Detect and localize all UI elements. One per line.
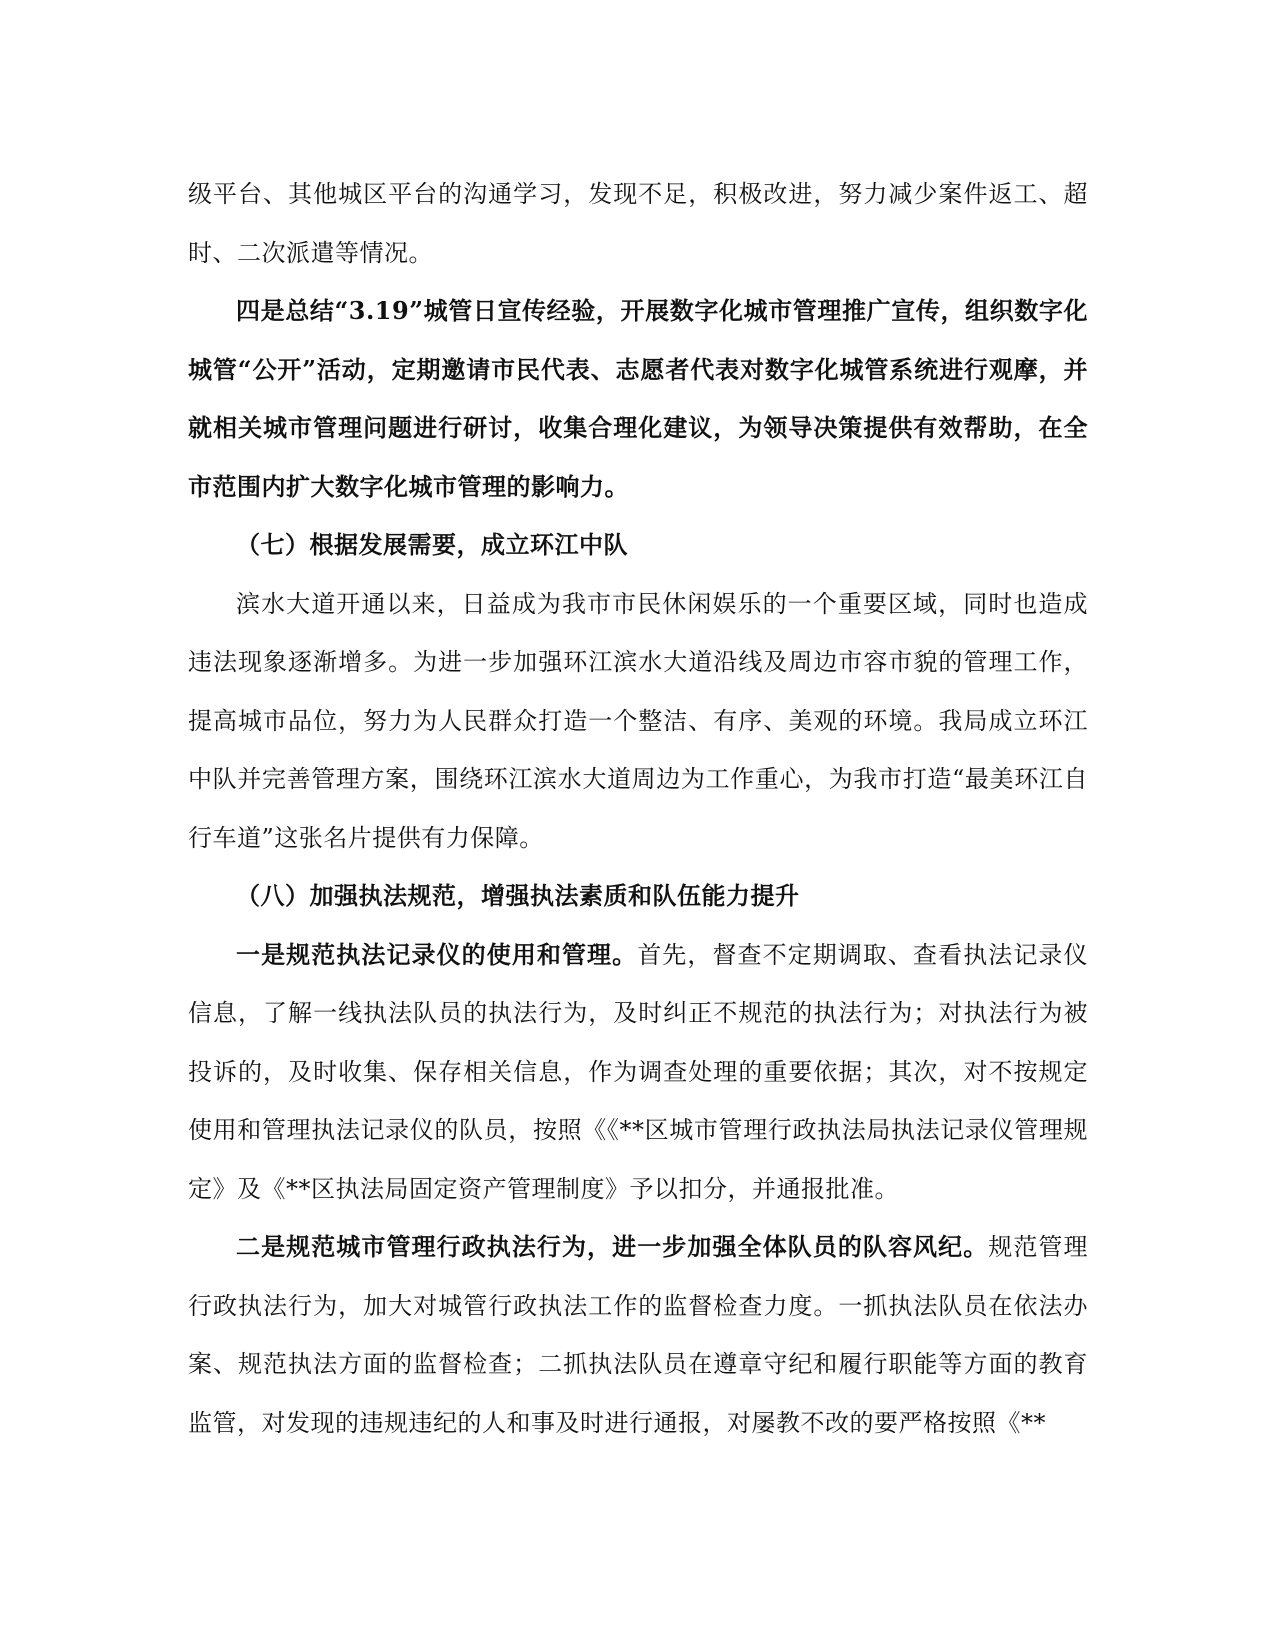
paragraph-point-four: 四是总结“3.19”城管日宣传经验，开展数字化城市管理推广宣传，组织数字化城管“公开”活动，定期邀请市民代表、志愿者代表对数字化城管系统进行观摩，并就相关城市管理问题进行研讨，收集合理化建议，为领导决策提供有效帮助，在全市范围内扩大数字化城市管理的影响力。 <box>188 296 1088 501</box>
paragraph-continuation: 级平台、其他城区平台的沟通学习，发现不足，积极改进，努力减少案件返工、超时、二次派遣等情况。 <box>188 180 1088 267</box>
paragraph-body-text: 首先，督查不定期调取、查看执法记录仪信息，了解一线执法队员的执法行为，及时纠正不规范的执法行为；对执法行为被投诉的，及时收集、保存相关信息，作为调查处理的重要依据；其次，对不按规定使用和管理执法记录仪的队员，按照《《**区城市管理行政执法局执法记录仪管理规定》及《**区执法局固定资产管理制度》予以扣分，并通报批准。 <box>188 940 1089 1203</box>
paragraph-enforcement-conduct <box>188 1218 1088 1452</box>
paragraph-lead-bold: 一是规范执法记录仪的使用和管理。 <box>236 939 638 969</box>
section-heading-eight: （八）加强执法规范，增强执法素质和队伍能力提升 <box>236 881 800 910</box>
document-body <box>188 165 1088 1452</box>
section-heading-seven: （七）根据发展需要，成立环江中队 <box>236 530 628 559</box>
paragraph-recorder-management <box>188 926 1088 1219</box>
paragraph-huanjiang-squad: 滨水大道开通以来，日益成为我市市民休闲娱乐的一个重要区域，同时也造成违法现象逐渐增多。为进一步加强环江滨水大道沿线及周边市容市貌的管理工作，提高城市品位，努力为人民群众打造一个整洁、有序、美观的环境。我局成立环江中队并完善管理方案，围绕环江滨水大道周边为工作重心，为我市打造“最美环江自行车道”这张名片提供有力保障。 <box>188 589 1088 852</box>
paragraph-lead-bold: 二是规范城市管理行政执法行为，进一步加强全体队员的队容风纪。 <box>236 1232 989 1261</box>
paragraph-body-text: 规范管理行政执法行为，加大对城管行政执法工作的监督检查力度。一抓执法队员在依法办案、规范执法方面的监督检查；二抓执法队员在遵章守纪和履行职能等方面的教育监管，对发现的违规违纪的人和事及时进行通报，对屡教不改的要严格按照《** <box>188 1233 1089 1437</box>
